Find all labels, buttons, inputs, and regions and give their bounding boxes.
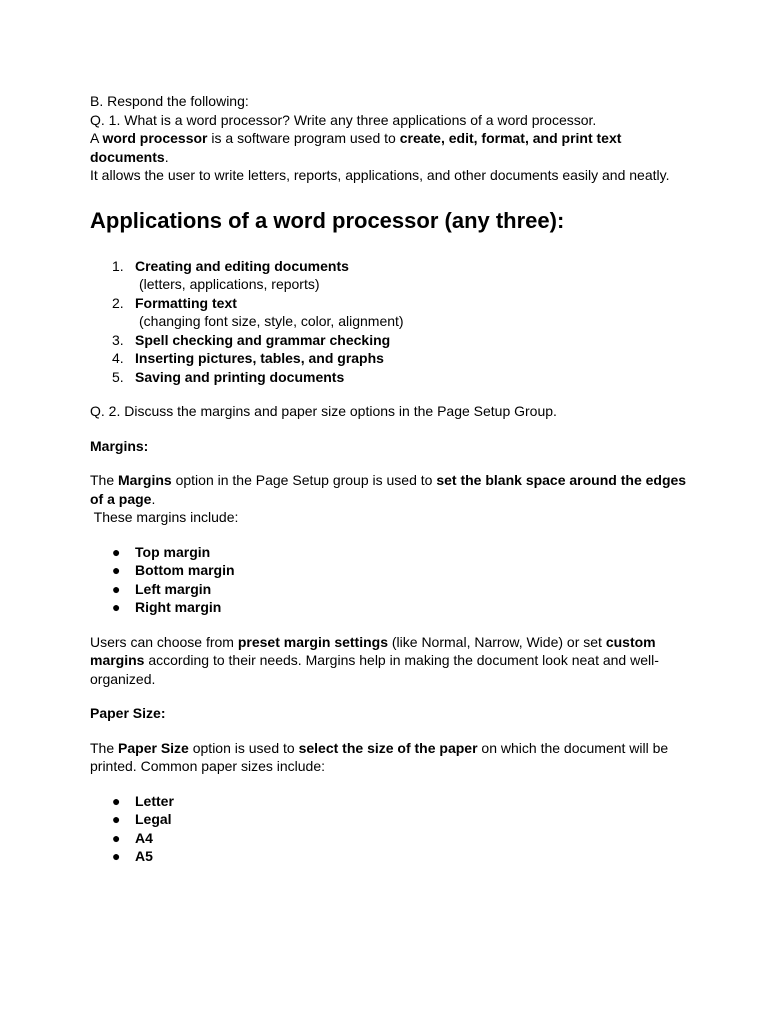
definition-text: is a software program used to xyxy=(207,130,400,146)
section-label: B. Respond the following: xyxy=(90,93,249,109)
allows-paragraph: It allows the user to write letters, reports, applications, and other documents easily and neatly. xyxy=(90,167,670,183)
applications-list xyxy=(90,257,690,387)
definition-text: A xyxy=(90,130,103,146)
list-item xyxy=(90,561,690,580)
list-item xyxy=(90,368,690,387)
bullet-icon: ● xyxy=(112,829,121,846)
list-item xyxy=(90,349,690,368)
margins-text: option in the Page Setup group is used to xyxy=(171,472,437,488)
list-item xyxy=(90,294,690,331)
question-2: Q. 2. Discuss the margins and paper size options in the Page Setup Group. xyxy=(90,403,557,419)
list-item-title: Formatting text xyxy=(135,294,237,311)
list-item-title: Right margin xyxy=(135,599,222,615)
list-item-title: A4 xyxy=(135,829,153,846)
margins-paragraph xyxy=(90,471,690,508)
margins-bold: set the blank space around the edges of a page xyxy=(90,472,687,507)
list-number: 2. xyxy=(112,294,124,311)
list-item xyxy=(90,598,690,617)
applications-heading: Applications of a word processor (any three): xyxy=(90,207,565,233)
paper-size-heading xyxy=(90,704,690,723)
definition-text: . xyxy=(164,148,169,165)
list-item-title: Spell checking and grammar checking xyxy=(135,331,391,348)
definition-bold: create, edit, format, and print text documents xyxy=(90,130,622,165)
paper-size-heading-text: Paper Size: xyxy=(90,705,166,721)
document-body xyxy=(90,92,690,866)
bullet-icon: ● xyxy=(112,792,121,809)
margins-bold: custom margins xyxy=(90,633,656,668)
margins-text: (like Normal, Narrow, Wide) or set xyxy=(388,633,606,650)
bullet-icon: ● xyxy=(112,580,121,597)
list-item-title: Bottom margin xyxy=(135,562,235,578)
margins-text: . xyxy=(151,490,156,507)
list-item xyxy=(90,257,690,294)
bullet-icon: ● xyxy=(112,599,121,615)
list-item xyxy=(90,847,690,866)
paper-text: on which the document will be printed. Common paper sizes include: xyxy=(90,739,669,774)
paper-text: The xyxy=(90,739,119,756)
margins-include: These margins include: xyxy=(90,509,239,525)
definition-paragraph xyxy=(90,129,690,166)
margins-text: Users can choose from xyxy=(90,633,238,650)
paper-size-list xyxy=(90,792,690,866)
bullet-icon: ● xyxy=(112,848,121,864)
bullet-icon: ● xyxy=(112,562,121,578)
list-number: 3. xyxy=(112,331,124,348)
list-item-title: Legal xyxy=(135,811,172,827)
list-item-detail: (letters, applications, reports) xyxy=(139,276,320,292)
list-number: 4. xyxy=(112,350,124,366)
paper-text: option is used to xyxy=(188,739,299,756)
list-item xyxy=(90,792,690,811)
list-item-title: Left margin xyxy=(135,580,212,597)
bullet-icon: ● xyxy=(112,543,121,560)
paper-bold: select the size of the paper xyxy=(298,739,478,756)
margins-text: according to their needs. Margins help in making the document look neat and well-organized. xyxy=(90,652,659,687)
bullet-icon: ● xyxy=(112,811,121,827)
list-item-title: Top margin xyxy=(135,543,211,560)
margins-options-paragraph xyxy=(90,633,690,689)
list-number: 5. xyxy=(112,368,124,385)
list-item xyxy=(90,580,690,599)
paper-size-paragraph xyxy=(90,739,690,776)
list-item-title: Saving and printing documents xyxy=(135,368,345,385)
margins-text: The xyxy=(90,472,119,488)
list-item xyxy=(90,331,690,350)
margins-bold: preset margin settings xyxy=(237,633,388,650)
list-item-title: Inserting pictures, tables, and graphs xyxy=(135,350,384,366)
list-item-title: Creating and editing documents xyxy=(135,257,349,274)
question-1: Q. 1. What is a word processor? Write any three applications of a word processor. xyxy=(90,111,597,128)
list-number: 1. xyxy=(112,257,124,274)
list-item-title: Letter xyxy=(135,792,174,809)
list-item xyxy=(90,810,690,829)
margins-term: Margins xyxy=(118,472,172,488)
list-item xyxy=(90,543,690,562)
margins-heading xyxy=(90,437,690,456)
list-item-title: A5 xyxy=(135,848,153,864)
paper-term: Paper Size xyxy=(118,739,189,756)
definition-term: word processor xyxy=(102,130,208,146)
margins-heading-text: Margins: xyxy=(90,437,149,454)
list-item-detail: (changing font size, style, color, alignment) xyxy=(139,313,404,329)
list-item xyxy=(90,829,690,848)
margins-list xyxy=(90,543,690,617)
